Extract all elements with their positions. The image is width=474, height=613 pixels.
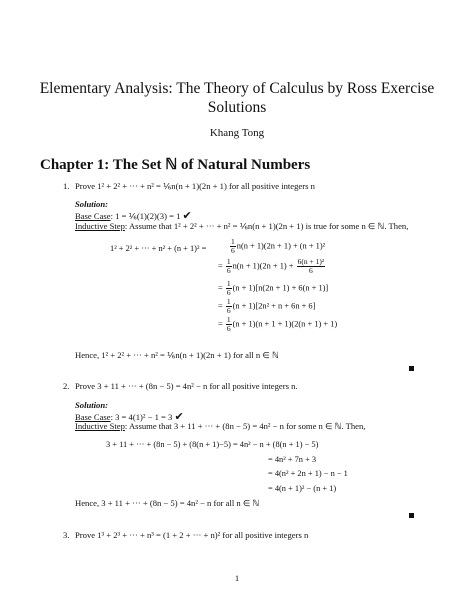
problem-2-conclusion: Hence, 3 + 11 + ··· + (8n − 5) = 4n² − n for all n ∈ ℕ [75, 498, 260, 508]
inductive-step-text: : Assume that 1² + 2² + ··· + n² = ⅙n(n + 1)(2n + 1) is true for some n ∈ ℕ. Then, [124, 221, 409, 231]
fraction-one-sixth: $\frac{1}{6}$ [226, 315, 231, 333]
problem-1-prompt: Prove 1² + 2² + ··· + n² = ⅙n(n + 1)(2n + 1) for all positive integers n [75, 181, 315, 191]
problem-3-prompt: Prove 1³ + 2³ + ··· + n³ = (1 + 2 + ··· + n)² for all positive integers n [75, 530, 309, 540]
chapter-heading: Chapter 1: The Set ℕ of Natural Numbers [40, 157, 311, 173]
p1-derivation-row4 [218, 298, 315, 315]
problem-1-number: 1. [63, 181, 70, 191]
qed-square-icon [409, 366, 414, 371]
inductive-step-label: Inductive Step [75, 221, 125, 231]
equals-sign: = [218, 261, 223, 271]
p1-derivation-row1 [229, 238, 325, 255]
fraction-one-sixth: $\frac{1}{6}$ [226, 297, 231, 315]
row5-expression: (n + 1)(n + 1 + 1)(2(n + 1) + 1) [232, 319, 338, 329]
p2-derivation-row2: = 4n² + 7n + 3 [268, 455, 317, 464]
inductive-step-label: Inductive Step [75, 421, 125, 431]
equals-sign: = [218, 301, 223, 311]
equals-sign: = [218, 319, 223, 329]
p2-derivation-row4: = 4(n + 1)² − (n + 1) [268, 484, 337, 493]
base-case-text: : 1 = ⅙(1)(2)(3) = 1 [110, 211, 181, 221]
row1-expression: n(n + 1)(2n + 1) + (n + 1)² [236, 241, 326, 251]
problem-1-inductive-step [75, 221, 408, 232]
inductive-step-text: : Assume that 3 + 11 + ··· + (8n − 5) = 4n² − n for some n ∈ ℕ. Then, [124, 421, 366, 431]
checkmark-icon: ✔ [182, 209, 192, 222]
document-title-line1: Elementary Analysis: The Theory of Calculus by Ross Exercise [39, 80, 435, 97]
p1-derivation-row2 [218, 258, 326, 275]
fraction-one-sixth: $\frac{1}{6}$ [231, 237, 235, 255]
document-title-line2: Solutions [207, 99, 267, 116]
p1-derivation-lhs: 1² + 2² + ··· + n² + (n + 1)² = [110, 244, 207, 253]
page-number: 1 [234, 573, 240, 583]
base-case-label: Base Case [75, 412, 111, 422]
qed-square-icon [409, 513, 414, 518]
fraction-one-sixth: $\frac{1}{6}$ [226, 279, 231, 297]
problem-2-number: 2. [63, 381, 70, 391]
base-case-text: : 3 = 4(1)² − 1 = 3 [110, 412, 173, 422]
row3-expression: (n + 1)[n(2n + 1) + 6(n + 1)] [232, 283, 329, 293]
problem-2-prompt: Prove 3 + 11 + ··· + (8n − 5) = 4n² − n for all positive integers n. [75, 381, 298, 391]
p2-derivation-row1: 3 + 11 + ··· + (8n − 5) + (8(n + 1)−5) = 4n² − n + (8(n + 1) − 5) [106, 440, 319, 449]
fraction-six-n-plus-one-squared: $\frac{\text{6(n + 1)²}}{6}$ [297, 257, 325, 275]
fraction-one-sixth: $\frac{1}{6}$ [226, 257, 231, 275]
checkmark-icon: ✔ [174, 410, 184, 423]
base-case-label: Base Case [75, 211, 111, 221]
problem-2-inductive-step [75, 421, 365, 432]
row4-expression: (n + 1)[2n² + n + 6n + 6] [232, 301, 316, 311]
p2-derivation-row3: = 4(n² + 2n + 1) − n − 1 [268, 469, 348, 478]
p1-derivation-row5 [218, 316, 337, 333]
problem-3-number: 3. [63, 530, 70, 540]
row2-expression: n(n + 1)(2n + 1) + [232, 261, 294, 271]
p1-derivation-row3 [218, 280, 328, 297]
problem-1-solution-label: Solution: [75, 199, 108, 209]
author: Khang Tong [209, 127, 265, 139]
problem-1-conclusion: Hence, 1² + 2² + ··· + n² = ⅙n(n + 1)(2n + 1) for all n ∈ ℕ [75, 350, 279, 360]
problem-2-solution-label: Solution: [75, 400, 108, 410]
equals-sign: = [218, 283, 223, 293]
